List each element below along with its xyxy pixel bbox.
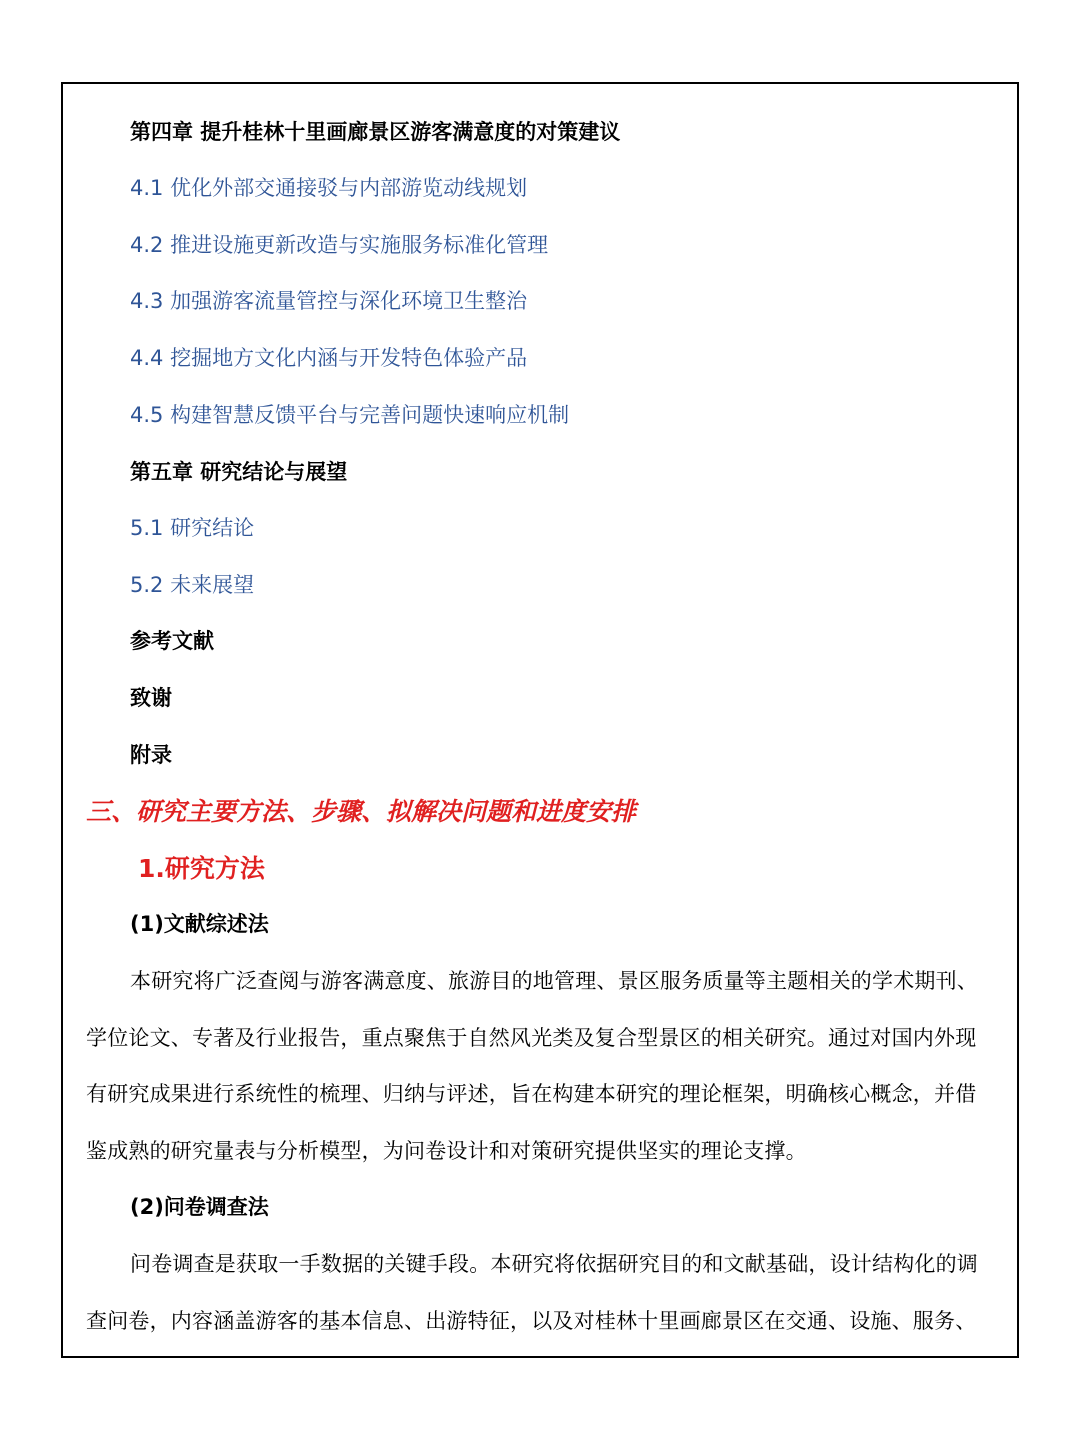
toc-chapter-5[interactable]: 第五章 研究结论与展望: [130, 460, 348, 484]
method-2-line-2: 查问卷，内容涵盖游客的基本信息、出游特征，以及对桂林十里画廊景区在交通、设施、服务、: [86, 1309, 977, 1333]
toc-references[interactable]: 参考文献: [130, 629, 214, 653]
methods-title: 1.研究方法: [138, 854, 265, 883]
toc-item-4-2[interactable]: 4.2 推进设施更新改造与实施服务标准化管理: [130, 233, 549, 257]
method-1-line-1: 本研究将广泛查阅与游客满意度、旅游目的地管理、景区服务质量等主题相关的学术期刊、: [130, 969, 978, 993]
method-1-line-3: 有研究成果进行系统性的梳理、归纳与评述，旨在构建本研究的理论框架，明确核心概念，并借: [86, 1082, 977, 1106]
toc-item-4-3[interactable]: 4.3 加强游客流量管控与深化环境卫生整治: [130, 289, 528, 313]
page-border: [61, 82, 1019, 1358]
toc-chapter-4[interactable]: 第四章 提升桂林十里画廊景区游客满意度的对策建议: [130, 120, 621, 144]
method-1-line-4: 鉴成熟的研究量表与分析模型，为问卷设计和对策研究提供坚实的理论支撑。: [86, 1139, 807, 1163]
method-1-line-2: 学位论文、专著及行业报告，重点聚焦于自然风光类及复合型景区的相关研究。通过对国内外现: [86, 1026, 977, 1050]
toc-acknowledgements[interactable]: 致谢: [130, 686, 172, 710]
method-2-title: (2)问卷调查法: [130, 1195, 269, 1219]
toc-item-4-4[interactable]: 4.4 挖掘地方文化内涵与开发特色体验产品: [130, 346, 528, 370]
method-1-title: (1)文献综述法: [130, 912, 269, 936]
section-3-title: 三、研究主要方法、步骤、拟解决问题和进度安排: [86, 797, 637, 826]
toc-item-5-1[interactable]: 5.1 研究结论: [130, 516, 255, 540]
toc-item-5-2[interactable]: 5.2 未来展望: [130, 573, 255, 597]
toc-appendix[interactable]: 附录: [130, 743, 172, 767]
toc-item-4-5[interactable]: 4.5 构建智慧反馈平台与完善问题快速响应机制: [130, 403, 570, 427]
toc-item-4-1[interactable]: 4.1 优化外部交通接驳与内部游览动线规划: [130, 176, 528, 200]
method-2-line-1: 问卷调查是获取一手数据的关键手段。本研究将依据研究目的和文献基础，设计结构化的调: [130, 1252, 978, 1276]
